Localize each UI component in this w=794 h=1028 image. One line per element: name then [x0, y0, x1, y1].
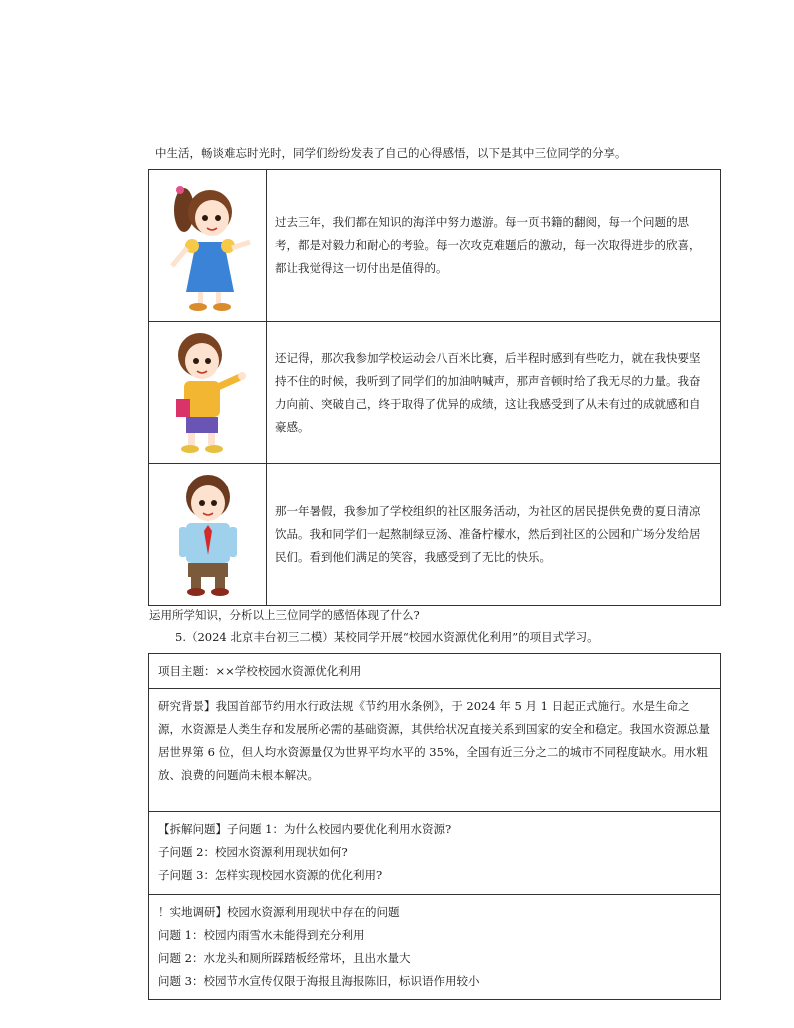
share-row: [149, 322, 721, 464]
share-text: 那一年暑假，我参加了学校组织的社区服务活动，为社区的居民提供免费的夏日清凉饮品。我和同学们一起熬制绿豆汤、准备柠檬水，然后到社区的公园和广场分发给居民们。看到他们满足的笑容，我感受到了无比的快乐。: [267, 464, 721, 606]
question-text: 运用所学知识，分析以上三位同学的感悟体现了什么?: [149, 608, 420, 622]
share-text: 过去三年，我们都在知识的海洋中努力遨游。每一页书籍的翻阅，每一个问题的思考，都是对毅力和耐心的考验。每一次攻克难题后的激动，每一次取得进步的欣喜，都让我觉得这一切付出是值得的。: [267, 170, 721, 322]
sharing-table: [148, 169, 721, 606]
boy-tie-figure: [174, 471, 242, 599]
research-background: 研究背景】我国首部节约用水行政法规《节约用水条例》，于 2024 年 5 月 1 日起正式施行。水是生命之源，水资源是人类生存和发展所必需的基础资源，其供给状况直接关系到国家的安全和稳定。我国水资源总量居世界第 6 位，但人均水资源量仅为世界平均水平的 35%，全国有近三分之二的城市不同程度缺水。用水粗放、浪费的问题尚未根本解决。: [149, 689, 721, 812]
figure-cell: [149, 464, 267, 606]
breakdown-questions: [149, 812, 721, 895]
share-row: [149, 170, 721, 322]
figure-cell: [149, 170, 267, 322]
breakdown-line: 【拆解问题】子问题 1：为什么校园内要优化利用水资源?: [158, 822, 452, 836]
field-survey: [149, 895, 721, 1000]
survey-line: 问题 1：校园内雨雪水未能得到充分利用: [158, 928, 365, 942]
share-row: [149, 464, 721, 606]
boy-yellow-figure: [168, 329, 248, 457]
project-theme: 项目主题：××学校校园水资源优化利用: [149, 654, 721, 689]
survey-line: ！实地调研】校园水资源利用现状中存在的问题: [158, 905, 400, 919]
figure-cell: [149, 322, 267, 464]
breakdown-line: 子问题 3：怎样实现校园水资源的优化利用?: [158, 868, 383, 882]
breakdown-line: 子问题 2：校园水资源利用现状如何?: [158, 845, 348, 859]
share-text: 还记得，那次我参加学校运动会八百米比赛，后半程时感到有些吃力，就在我快要坚持不住的时候，我听到了同学们的加油呐喊声，那声音顿时给了我无尽的力量。我奋力向前、突破自己，终于取得了优异的成绩，这让我感受到了从未有过的成就感和自豪感。: [267, 322, 721, 464]
girl-figure: [162, 176, 254, 316]
survey-line: 问题 2：水龙头和厕所踩踏板经常坏，且出水量大: [158, 951, 411, 965]
project-table: [148, 653, 721, 1000]
survey-line: 问题 3：校园节水宣传仅限于海报且海报陈旧，标识语作用较小: [158, 974, 480, 988]
intro-text: 中生活，畅谈难忘时光时，同学们纷纷发表了自己的心得感悟，以下是其中三位同学的分享。: [155, 146, 627, 160]
question-5-title: 5.（2024 北京丰台初三二模）某校同学开展“校园水资源优化利用”的项目式学习。: [175, 630, 599, 644]
